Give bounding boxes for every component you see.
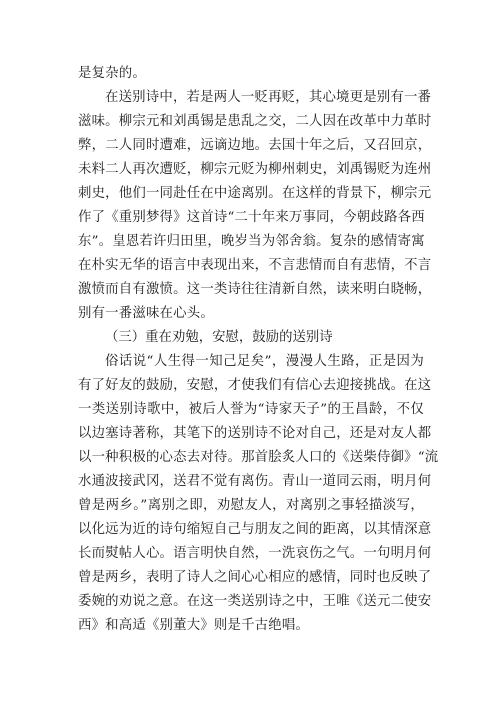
text-line: 以一种积极的心态去对待。那首脍炙人口的《送柴侍御》“流 [78,450,439,465]
text-line: 有了好友的鼓励，安慰，才使我们有信心去迎接挑战。在这 [78,378,432,393]
text-line: 未料二人再次遭贬，柳宗元贬为柳州刺史，刘禹锡贬为连州 [78,162,432,177]
heading-text: （三）重在劝勉，安慰，鼓励的送别诗 [105,330,333,345]
text-line: 以边塞诗著称，其笔下的送别诗不论对自己，还是对友人都 [78,426,432,441]
text-line: 滋味。柳宗元和刘禹锡是患乱之交，二人因在改革中力革时 [78,114,432,129]
text-line: 别有一番滋味在心头。 [78,306,214,321]
text-line: 弊，二人同时遭难，远谪边地。去国十年之后，又召回京， [78,138,432,153]
text-line: 一类送别诗歌中，被后人誉为“诗家天子”的王昌龄，不仅 [78,402,424,417]
text-line: 长而熨帖人心。语言明快自然，一洗哀伤之气。一句明月何 [78,546,432,561]
text-line: 曾是两乡。”离别之即，劝慰友人，对离别之事轻描淡写， [78,498,424,513]
text-line: 在送别诗中，若是两人一贬再贬，其心境更是别有一番 [105,90,432,105]
text-line: 曾是两乡，表明了诗人之间心心相应的感情，同时也反映了 [78,570,432,585]
text-line: 刺史，他们一同赴任在中途离别。在这样的背景下，柳宗元 [78,186,432,201]
text-line: 西》和高适《别董大》则是千古绝唱。 [78,618,310,633]
text-line: 作了《重别梦得》这首诗“二十年来万事同，今朝歧路各西 [78,210,425,225]
text-line: 在朴实无华的语言中表现出来，不言悲情而自有悲情，不言 [78,258,432,273]
paragraph-1 [78,62,424,86]
text-line: 激愤而自有激愤。这一类诗往往清新自然，读来明白晓畅， [78,282,432,297]
text-line: 水通波接武冈，送君不觉有离伤。青山一道同云雨，明月何 [78,474,432,489]
text-line: 是复杂的。 [78,66,146,81]
paragraph-3 [78,350,439,638]
text-line: 以化远为近的诗句缩短自己与朋友之间的距离，以其情深意 [78,522,432,537]
section-heading [78,326,424,350]
text-line: 俗话说“人生得一知己足矣”，漫漫人生路，正是因为 [105,354,424,369]
text-line: 东”。皇恩若许归田里，晚岁当为邻舍翁。复杂的感情寄寓 [78,234,425,249]
text-line: 委婉的劝说之意。在这一类送别诗之中，王唯《送元二使安 [78,594,432,609]
document-body [78,62,439,638]
paragraph-2 [78,86,432,326]
